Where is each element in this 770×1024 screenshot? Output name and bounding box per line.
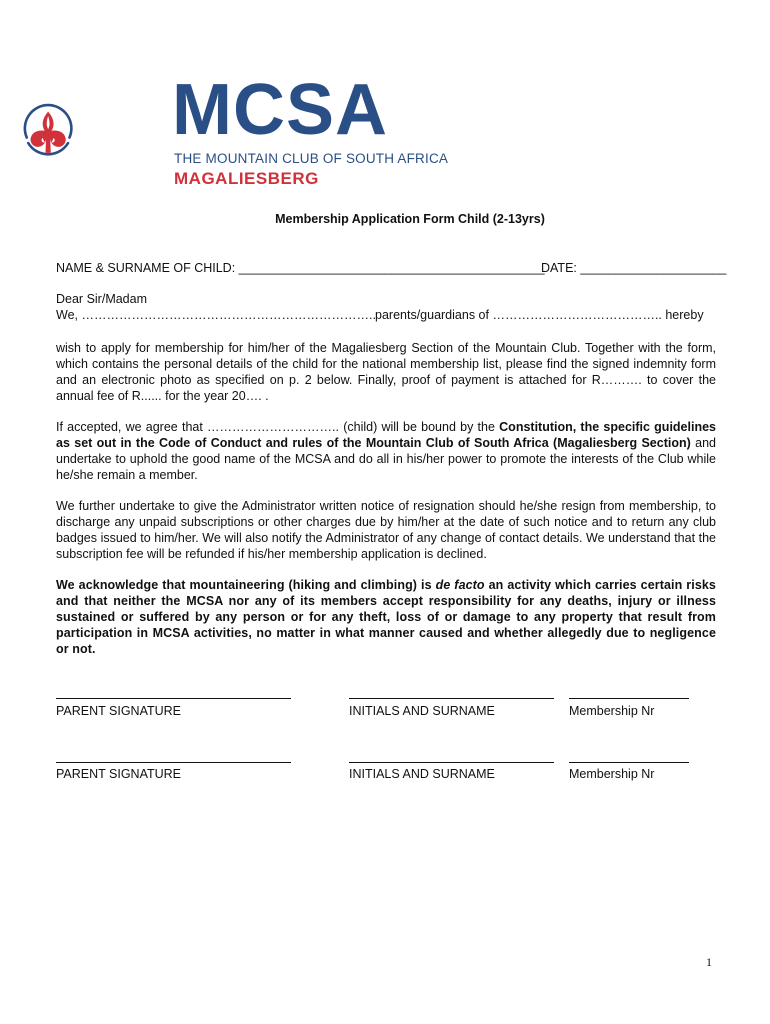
agreement-text-end: and undertake to uphold the good name of the MCSA and do all in his/her power to promote the interests of the Club while he/she remain a member. [56,436,716,482]
membership-nr-line-1[interactable] [569,698,689,699]
membership-nr-label-2: Membership Nr [569,767,655,781]
initials-surname-line-2[interactable] [349,762,554,763]
salutation: Dear Sir/Madam [56,292,147,306]
risk-text-end: an activity which carries certain risks and that neither the MCSA nor any of its members accept responsibility for any deaths, injury or illness sustained or suffered by any person or for any theft, loss of or damage to any property that result from participation in MCSA activities, no matter in what manner caused and whether allegedly due to negligence or not. [56,578,716,656]
membership-nr-label-1: Membership Nr [569,704,655,718]
parent-signature-line-2[interactable] [56,762,291,763]
logo-full-name: THE MOUNTAIN CLUB OF SOUTH AFRICA [174,151,449,166]
initials-surname-label-1: INITIALS AND SURNAME [349,704,495,718]
logo-acronym: MCSA [172,70,388,150]
date-field[interactable]: DATE: _____________________ [541,261,727,275]
initials-surname-label-2: INITIALS AND SURNAME [349,767,495,781]
application-paragraph: wish to apply for membership for him/her of the Magaliesberg Section of the Mountain Club. Together with the form, which contains the personal details of the child for the national membership list, please find the signed indemnity form and an electronic photo as specified on p. 2 below. Finally, proof of payment is attached for R………. to cover the annual fee of R...... for the year 20…. . [56,341,716,403]
membership-nr-line-2[interactable] [569,762,689,763]
mcsa-logo-emblem [20,68,170,198]
undertaking-paragraph: We further undertake to give the Administrator written notice of resignation should he/she resign from membership, to discharge any unpaid subscriptions or other charges due by him/her at the date of such notice and to return any club badges issued to him/her. We will also notify the Administrator of any change of contact details. We understand that the subscription fee will be refunded if his/her membership application is declined. [56,499,716,561]
child-of-field[interactable]: parents/guardians of ………………………………….. hereby [375,308,704,322]
parents-names-field[interactable]: We, …………………………………………………………….. [56,308,376,322]
form-title: Membership Application Form Child (2-13yrs) [275,212,545,226]
logo-section-name: MAGALIESBERG [174,169,319,188]
page-number: 1 [706,955,712,969]
risk-text-start: We acknowledge that mountaineering (hiking and climbing) is [56,578,436,592]
agreement-text-start: If accepted, we agree that ………………………….. (child) will be bound by the [56,420,500,434]
initials-surname-line-1[interactable] [349,698,554,699]
parent-signature-label-2: PARENT SIGNATURE [56,767,182,781]
agreement-paragraph [56,419,716,483]
child-name-field[interactable]: NAME & SURNAME OF CHILD: ____________________________________________ [56,261,545,275]
parent-signature-line-1[interactable] [56,698,291,699]
agreement-text-bold: Constitution, the specific guidelines as set out in the Code of Conduct and rules of the Mountain Club of South Africa (Magaliesberg Section) [56,420,716,450]
parent-signature-label-1: PARENT SIGNATURE [56,704,182,718]
risk-acknowledgement-paragraph [56,577,716,657]
risk-text-italic: de facto [435,578,485,592]
